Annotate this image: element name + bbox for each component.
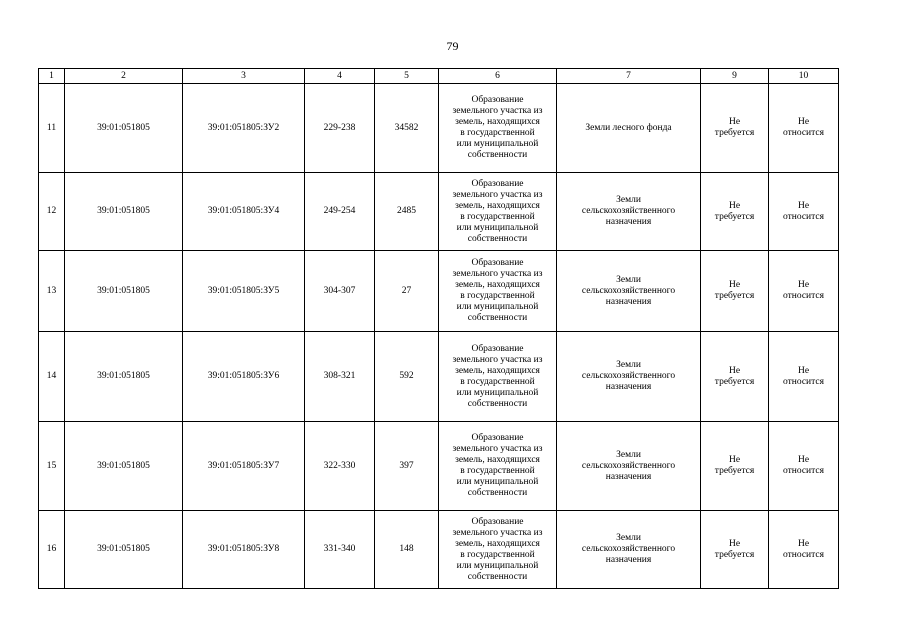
- cell-points: 331-340: [305, 511, 375, 589]
- cell-col9: Не требуется: [701, 251, 769, 332]
- cell-col9: Не требуется: [701, 511, 769, 589]
- cell-quarter: 39:01:051805: [65, 251, 183, 332]
- page-number: 79: [446, 39, 459, 53]
- header-cell: 1: [39, 69, 65, 84]
- cell-no: 13: [39, 251, 65, 332]
- cell-quarter: 39:01:051805: [65, 173, 183, 251]
- cell-col10: Не относится: [769, 422, 839, 511]
- cell-method: Образование земельного участка из земель, находящихся в государственной или муниципальной собственности: [439, 251, 557, 332]
- header-row: [39, 69, 839, 84]
- cell-category: Земли сельскохозяйственного назначения: [557, 511, 701, 589]
- cell-no: 12: [39, 173, 65, 251]
- cell-category: Земли лесного фонда: [557, 84, 701, 173]
- cell-category: Земли сельскохозяйственного назначения: [557, 173, 701, 251]
- table-row: [39, 511, 839, 589]
- table-row: [39, 332, 839, 422]
- cell-plot: 39:01:051805:ЗУ8: [183, 511, 305, 589]
- header-cell: 5: [375, 69, 439, 84]
- header-cell: 6: [439, 69, 557, 84]
- table-row: [39, 422, 839, 511]
- cell-category: Земли сельскохозяйственного назначения: [557, 251, 701, 332]
- cell-plot: 39:01:051805:ЗУ7: [183, 422, 305, 511]
- cell-col10: Не относится: [769, 251, 839, 332]
- cell-col9: Не требуется: [701, 332, 769, 422]
- cell-method: Образование земельного участка из земель, находящихся в государственной или муниципальной собственности: [439, 422, 557, 511]
- cell-category: Земли сельскохозяйственного назначения: [557, 332, 701, 422]
- header-cell: 10: [769, 69, 839, 84]
- cell-area: 592: [375, 332, 439, 422]
- cell-col10: Не относится: [769, 84, 839, 173]
- cell-points: 308-321: [305, 332, 375, 422]
- cell-area: 34582: [375, 84, 439, 173]
- cell-no: 15: [39, 422, 65, 511]
- cell-points: 304-307: [305, 251, 375, 332]
- cell-col9: Не требуется: [701, 173, 769, 251]
- header-cell: 3: [183, 69, 305, 84]
- cell-quarter: 39:01:051805: [65, 332, 183, 422]
- cell-no: 14: [39, 332, 65, 422]
- cell-category: Земли сельскохозяйственного назначения: [557, 422, 701, 511]
- cell-points: 229-238: [305, 84, 375, 173]
- cell-no: 11: [39, 84, 65, 173]
- cell-quarter: 39:01:051805: [65, 511, 183, 589]
- land-plots-table: [38, 68, 839, 589]
- cell-method: Образование земельного участка из земель, находящихся в государственной или муниципальной собственности: [439, 84, 557, 173]
- table-row: [39, 251, 839, 332]
- cell-col10: Не относится: [769, 332, 839, 422]
- cell-quarter: 39:01:051805: [65, 84, 183, 173]
- cell-points: 322-330: [305, 422, 375, 511]
- header-cell: 4: [305, 69, 375, 84]
- cell-area: 148: [375, 511, 439, 589]
- cell-col10: Не относится: [769, 173, 839, 251]
- header-cell: 7: [557, 69, 701, 84]
- cell-method: Образование земельного участка из земель, находящихся в государственной или муниципальной собственности: [439, 332, 557, 422]
- cell-quarter: 39:01:051805: [65, 422, 183, 511]
- cell-area: 2485: [375, 173, 439, 251]
- cell-area: 397: [375, 422, 439, 511]
- cell-plot: 39:01:051805:ЗУ4: [183, 173, 305, 251]
- cell-method: Образование земельного участка из земель, находящихся в государственной или муниципальной собственности: [439, 511, 557, 589]
- cell-points: 249-254: [305, 173, 375, 251]
- cell-col9: Не требуется: [701, 422, 769, 511]
- header-cell: 2: [65, 69, 183, 84]
- cell-area: 27: [375, 251, 439, 332]
- table-row: [39, 173, 839, 251]
- cell-plot: 39:01:051805:ЗУ6: [183, 332, 305, 422]
- header-cell: 9: [701, 69, 769, 84]
- cell-col9: Не требуется: [701, 84, 769, 173]
- cell-col10: Не относится: [769, 511, 839, 589]
- table-row: [39, 84, 839, 173]
- cell-no: 16: [39, 511, 65, 589]
- cell-plot: 39:01:051805:ЗУ2: [183, 84, 305, 173]
- cell-plot: 39:01:051805:ЗУ5: [183, 251, 305, 332]
- cell-method: Образование земельного участка из земель, находящихся в государственной или муниципальной собственности: [439, 173, 557, 251]
